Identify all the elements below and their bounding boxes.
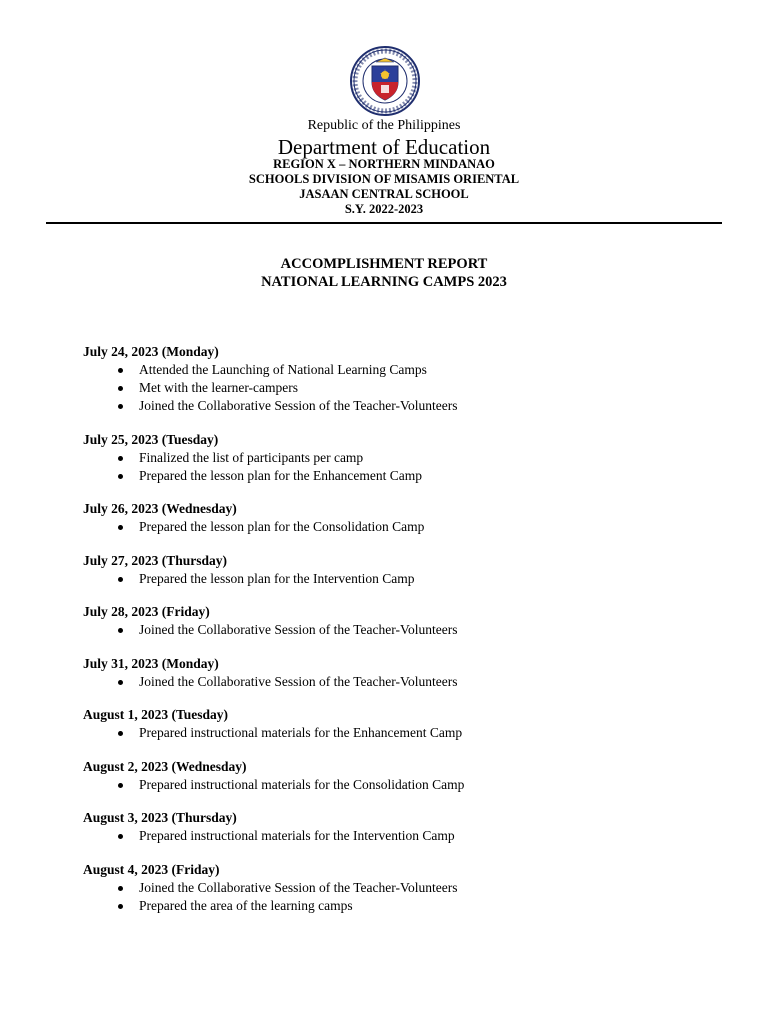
- entry-bullet-item: [83, 467, 703, 485]
- division-line: SCHOOLS DIVISION OF MISAMIS ORIENTAL: [248, 172, 520, 186]
- entry-bullet-item: [83, 879, 703, 897]
- bullet-text: Attended the Launching of National Learning Camps: [139, 362, 427, 377]
- bullet-dot-icon: [118, 783, 123, 788]
- entry-bullet-list: [83, 673, 703, 691]
- bullet-dot-icon: [118, 456, 123, 461]
- entry-bullet-item: [83, 361, 703, 379]
- bullet-dot-icon: [118, 904, 123, 909]
- entry-bullet-item: [83, 379, 703, 397]
- entry-date: August 2, 2023 (Wednesday): [83, 758, 247, 774]
- entry-bullet-item: [83, 724, 703, 742]
- entry-date: August 1, 2023 (Tuesday): [83, 707, 229, 722]
- entry-block: [83, 706, 703, 742]
- entry-block: [83, 861, 703, 915]
- entry-block: [83, 603, 703, 639]
- bullet-text: Prepared the lesson plan for the Intervention Camp: [139, 570, 415, 586]
- entry-date: July 31, 2023 (Monday): [83, 655, 219, 671]
- bullet-text: Prepared instructional materials for the Consolidation Camp: [139, 776, 465, 792]
- bullet-dot-icon: [118, 886, 123, 891]
- report-subtitle: NATIONAL LEARNING CAMPS 2023: [261, 274, 507, 290]
- bullet-dot-icon: [118, 386, 123, 391]
- bullet-text: Prepared the lesson plan for the Enhancement Camp: [139, 467, 423, 483]
- entry-block: [83, 809, 703, 845]
- bullet-dot-icon: [118, 368, 123, 373]
- entry-bullet-list: [83, 827, 703, 845]
- bullet-dot-icon: [118, 834, 123, 839]
- entry-bullet-list: [83, 570, 703, 588]
- entry-bullet-item: [83, 621, 703, 639]
- bullet-text: Prepared instructional materials for the Enhancement Camp: [139, 725, 463, 740]
- entry-bullet-item: [83, 397, 703, 415]
- entry-bullet-list: [83, 621, 703, 639]
- entry-block: [83, 655, 703, 691]
- bullet-text: Joined the Collaborative Session of the Teacher-Volunteers: [139, 673, 458, 689]
- bullet-text: Joined the Collaborative Session of the Teacher-Volunteers: [139, 879, 458, 895]
- entry-date: July 26, 2023 (Wednesday): [83, 501, 237, 516]
- bullet-text: Prepared instructional materials for the Intervention Camp: [139, 828, 455, 843]
- entry-bullet-list: [83, 724, 703, 742]
- school-year: S.Y. 2022-2023: [344, 202, 424, 216]
- bullet-dot-icon: [118, 525, 123, 530]
- bullet-text: Prepared the lesson plan for the Consolidation Camp: [139, 519, 425, 534]
- entry-date: July 27, 2023 (Thursday): [83, 552, 228, 568]
- entry-bullet-item: [83, 673, 703, 691]
- bullet-dot-icon: [118, 731, 123, 736]
- entry-bullet-item: [83, 570, 703, 588]
- bullet-dot-icon: [118, 628, 123, 633]
- header-divider: [46, 222, 722, 224]
- entry-bullet-list: [83, 879, 703, 915]
- entry-date: July 25, 2023 (Tuesday): [83, 431, 219, 447]
- region-line: REGION X – NORTHERN MINDANAO: [273, 157, 495, 171]
- entry-bullet-list: [83, 449, 703, 485]
- bullet-text: Met with the learner-campers: [139, 380, 299, 395]
- entry-block: [83, 552, 703, 588]
- bullet-dot-icon: [118, 404, 123, 409]
- department-name: Department of Education: [277, 135, 491, 159]
- entry-bullet-item: [83, 449, 703, 467]
- entry-bullet-item: [83, 518, 703, 536]
- bullet-text: Joined the Collaborative Session of the Teacher-Volunteers: [139, 398, 458, 413]
- bullet-dot-icon: [118, 577, 123, 582]
- bullet-text: Joined the Collaborative Session of the Teacher-Volunteers: [139, 622, 458, 637]
- entry-bullet-item: [83, 897, 703, 915]
- bullet-text: Finalized the list of participants per camp: [139, 449, 364, 465]
- school-name: JASAAN CENTRAL SCHOOL: [299, 187, 469, 201]
- entry-date: July 28, 2023 (Friday): [83, 604, 210, 619]
- bullet-dot-icon: [118, 680, 123, 685]
- entry-date: July 24, 2023 (Monday): [83, 344, 219, 359]
- entry-date: August 3, 2023 (Thursday): [83, 810, 237, 825]
- entry-block: [83, 431, 703, 485]
- deped-seal-logo: [350, 46, 420, 116]
- entry-bullet-list: [83, 776, 703, 794]
- entry-block: [83, 758, 703, 794]
- entry-bullet-list: [83, 518, 703, 536]
- entry-bullet-item: [83, 776, 703, 794]
- accomplishment-list: [83, 343, 703, 930]
- entry-block: [83, 343, 703, 415]
- bullet-text: Prepared the area of the learning camps: [139, 897, 353, 913]
- bullet-dot-icon: [118, 474, 123, 479]
- entry-bullet-item: [83, 827, 703, 845]
- entry-bullet-list: [83, 361, 703, 415]
- entry-date: August 4, 2023 (Friday): [83, 861, 220, 877]
- entry-block: [83, 500, 703, 536]
- report-title: ACCOMPLISHMENT REPORT: [280, 256, 488, 272]
- republic-line: Republic of the Philippines: [307, 118, 461, 133]
